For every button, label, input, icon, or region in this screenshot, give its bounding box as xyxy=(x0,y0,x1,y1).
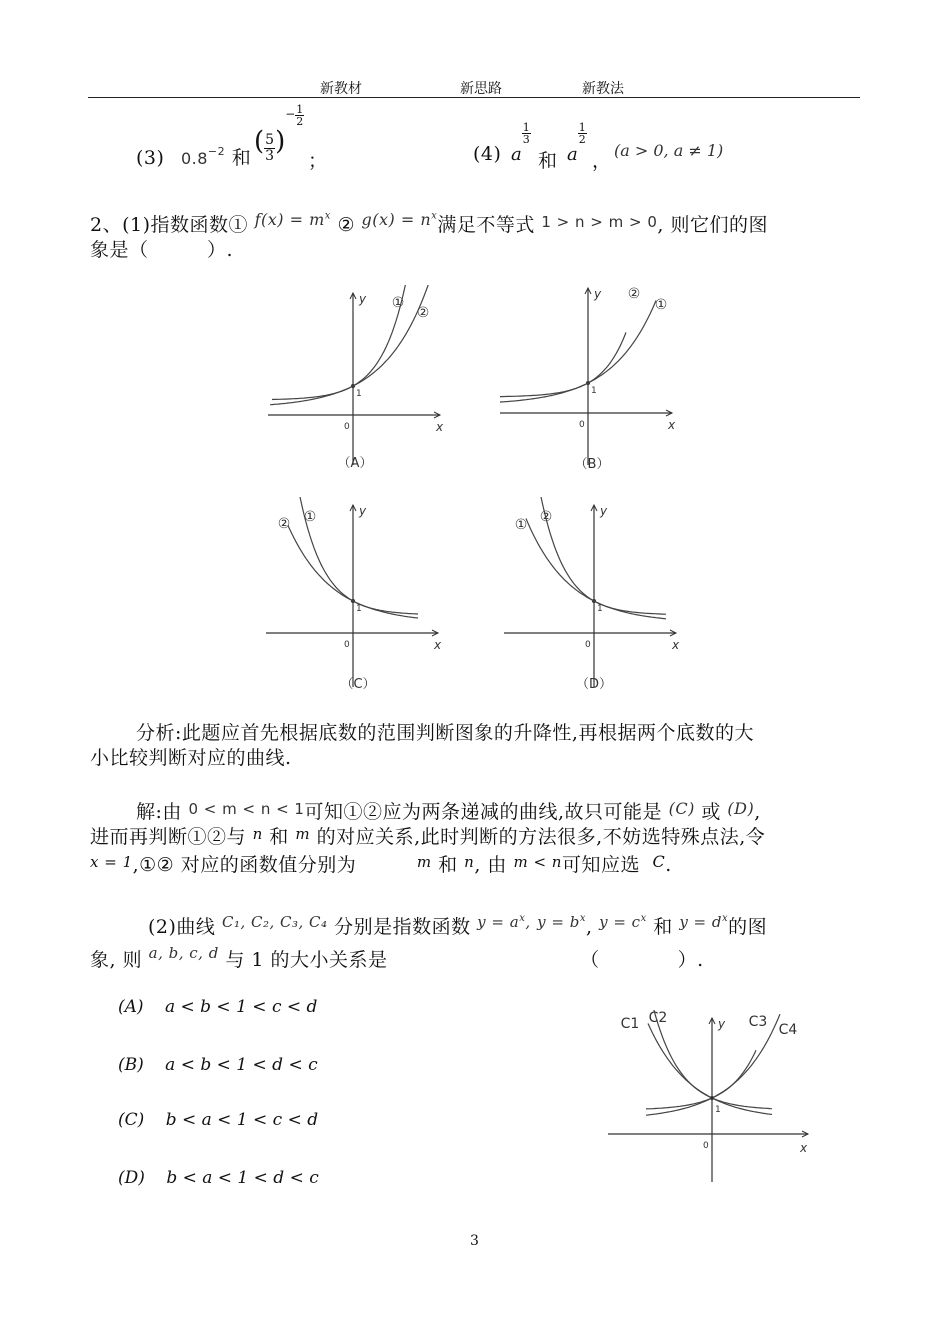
curve-label-1: ① xyxy=(654,297,668,313)
curve-label-2: ② xyxy=(627,286,641,302)
exp1-num: 1 xyxy=(522,121,530,134)
item-3-exp-frac xyxy=(295,104,304,127)
one-label: 1 xyxy=(591,386,597,396)
q2-2-l2-b: 与 1 的大小关系是 xyxy=(225,949,388,971)
sol-l1-end: , xyxy=(754,801,761,823)
q2-1-line-1 xyxy=(90,210,768,237)
curve-2 xyxy=(270,285,430,405)
q2-2-line-1 xyxy=(148,912,767,939)
item-3 xyxy=(136,143,251,175)
graph-C-label: （C） xyxy=(340,677,376,692)
graph-C xyxy=(258,497,458,697)
item-3-label: (3) xyxy=(136,147,165,169)
item-4-base-2: a xyxy=(567,144,578,165)
g-expr-text: g(x) = n xyxy=(361,210,432,229)
sol-l3-n: n xyxy=(464,853,475,871)
option-B[interactable] xyxy=(118,1055,318,1075)
graph-D-label: （D） xyxy=(575,677,613,692)
curve-1 xyxy=(500,301,656,403)
g-expr xyxy=(362,210,438,229)
item-3-frac xyxy=(264,133,275,164)
item-4-and: 和 xyxy=(538,150,558,172)
exp1-den: 3 xyxy=(522,133,530,146)
graph-B xyxy=(492,280,692,475)
origin-label: 0 xyxy=(703,1141,709,1151)
one-label: 1 xyxy=(356,389,362,399)
sol-l3-ineq: m < n xyxy=(513,853,562,871)
f-sup: x xyxy=(324,210,331,222)
analysis-line-1: 分析:此题应首先根据底数的范围判断图象的升降性,再根据两个底数的大 xyxy=(136,722,754,744)
item-3-and: 和 xyxy=(231,147,252,169)
q2-1-text3: , 则它们的图 xyxy=(657,214,768,236)
q2-1-mid: ② xyxy=(337,214,355,236)
option-A-label: (A) xyxy=(118,997,144,1017)
solution-line-1 xyxy=(136,797,761,824)
item-4-sep: ， xyxy=(592,150,612,172)
exp2-num: 1 xyxy=(578,121,586,134)
sol-l3-a: ,①② 对应的函数值分别为 xyxy=(132,854,357,876)
y-axis-label: y xyxy=(600,504,608,518)
x-axis-label: x xyxy=(434,638,442,652)
sol-l3-end: . xyxy=(665,854,672,876)
sol-l1-ineq: 0 < m < n < 1 xyxy=(188,800,305,818)
option-A[interactable] xyxy=(118,997,317,1017)
f1-text: y = a xyxy=(477,913,520,931)
sol-l2-b: 的对应关系,此时判断的方法很多,不妨选特殊点法,令 xyxy=(316,826,766,848)
q2-2-l1-a: (2)曲线 xyxy=(148,916,216,938)
frac-den: 3 xyxy=(265,148,275,164)
curves-figure xyxy=(600,1010,820,1185)
f3-sup: x xyxy=(640,913,647,924)
sol-l3-b: , 由 xyxy=(474,854,507,876)
f-expr xyxy=(255,210,331,229)
exp2-den: 2 xyxy=(578,133,586,146)
sol-l2-a: 进而再判断①②与 xyxy=(90,826,247,848)
one-label: 1 xyxy=(715,1105,721,1115)
header-item-3: 新教法 xyxy=(582,81,624,97)
option-D-label: (D) xyxy=(118,1168,145,1188)
sol-l2-and: 和 xyxy=(269,826,289,848)
f-expr-text: f(x) = m xyxy=(254,210,325,229)
f1-sup: x xyxy=(519,913,526,924)
f2-sup: x xyxy=(579,913,586,924)
solution-line-3 xyxy=(90,850,672,877)
q2-2-l1-c: 的图 xyxy=(728,916,768,938)
q2-2-f1 xyxy=(477,913,525,931)
item-4-power-1 xyxy=(511,121,531,165)
q2-2-and: 和 xyxy=(653,916,673,938)
frac-num: 5 xyxy=(265,132,275,148)
sol-l1-d: (D) xyxy=(727,799,755,818)
q2-2-vars: a, b, c, d xyxy=(148,944,219,962)
graph-B-label: （B） xyxy=(574,457,610,472)
option-A-expr: a < b < 1 < c < d xyxy=(164,997,318,1017)
q2-2-line-2 xyxy=(90,945,704,972)
q2-2-paren: （ ）. xyxy=(580,949,704,971)
graph-A xyxy=(260,285,460,475)
q2-1-prefix: 2、(1)指数函数① xyxy=(90,214,249,236)
curve-C2 xyxy=(648,1024,772,1115)
curve-label-C1: C1 xyxy=(620,1016,640,1032)
item-4-label: (4) xyxy=(473,143,502,165)
curve-label-1: ① xyxy=(303,509,317,525)
neg-sign: − xyxy=(285,107,296,121)
item-3-exp: −2 xyxy=(207,145,226,158)
item-4-exp-2 xyxy=(578,122,587,145)
analysis-line-2: 小比较判断对应的曲线. xyxy=(90,747,292,769)
curve-C3 xyxy=(646,1050,756,1109)
option-C-expr: b < a < 1 < c < d xyxy=(165,1110,319,1130)
item-4-base-1: a xyxy=(511,144,522,165)
exp-frac-den: 2 xyxy=(296,115,304,128)
option-B-label: (B) xyxy=(118,1055,144,1075)
graph-D xyxy=(496,497,696,697)
f4-text: y = d xyxy=(679,913,722,931)
one-label: 1 xyxy=(597,604,603,614)
curve-label-C2: C2 xyxy=(648,1010,668,1026)
y-axis-label: y xyxy=(718,1017,726,1031)
g-sup: x xyxy=(431,210,438,222)
q2-2-f4 xyxy=(679,913,728,931)
q2-1-line-2: 象是（ ）. xyxy=(90,239,234,261)
x-axis-label: x xyxy=(672,638,680,652)
option-C[interactable] xyxy=(118,1110,318,1130)
sol-l3-m: m xyxy=(416,853,432,871)
f3-text: y = c xyxy=(599,913,641,931)
q2-2-f2 xyxy=(537,913,586,931)
curve-1 xyxy=(272,285,410,400)
sol-l1-or: 或 xyxy=(701,801,721,823)
curve-label-1: ① xyxy=(391,295,405,311)
f4-sup: x xyxy=(722,913,729,924)
y-axis-label: y xyxy=(359,504,367,518)
header-item-1: 新教材 xyxy=(320,81,362,97)
origin-label: 0 xyxy=(579,420,585,430)
sol-l3-x: x = 1 xyxy=(90,853,133,871)
q2-2-curves: C₁, C₂, C₃, C₄ xyxy=(221,913,328,931)
q2-2-f3 xyxy=(599,913,647,931)
y-axis-label: y xyxy=(359,292,367,306)
item-4-exp-1 xyxy=(522,122,531,145)
sol-l3-c: 可知应选 xyxy=(561,854,640,876)
curve-label-2: ② xyxy=(539,509,553,525)
x-axis-label: x xyxy=(436,420,444,434)
sol-l3-and: 和 xyxy=(438,854,458,876)
sol-l3-ans: C xyxy=(652,852,666,871)
curve-label-C4: C4 xyxy=(778,1022,798,1038)
x-axis-label: x xyxy=(668,418,676,432)
sol-l2-n: n xyxy=(252,825,263,843)
item-3-end: ； xyxy=(308,150,328,172)
option-B-expr: a < b < 1 < d < c xyxy=(165,1055,318,1075)
curve-2 xyxy=(526,519,666,619)
q2-2-comma-2: , xyxy=(585,916,593,938)
option-D[interactable] xyxy=(118,1168,319,1188)
curve-label-1: ① xyxy=(514,517,528,533)
paren-close: ) xyxy=(275,126,286,157)
q2-1-text2: 满足不等式 xyxy=(437,214,535,236)
x-axis-label: x xyxy=(800,1141,808,1155)
f2-text: y = b xyxy=(537,913,580,931)
option-C-label: (C) xyxy=(118,1110,145,1130)
exp-frac-num: 1 xyxy=(296,103,304,116)
paren-open: ( xyxy=(254,126,265,157)
header-rule xyxy=(88,97,860,98)
q2-1-inequality: 1 > n > m > 0 xyxy=(541,213,658,231)
page-number: 3 xyxy=(470,1233,479,1249)
sol-l1-b: 可知①②应为两条递减的曲线,故只可能是 xyxy=(304,801,663,823)
y-axis-label: y xyxy=(594,287,602,301)
header-item-2: 新思路 xyxy=(460,81,502,97)
sol-l1-a: 解:由 xyxy=(136,801,182,823)
sol-l2-m: m xyxy=(295,825,311,843)
curve-label-C3: C3 xyxy=(748,1014,768,1030)
curve-2 xyxy=(500,332,626,396)
item-3-fraction-power xyxy=(254,103,304,169)
item-3-base: 0.8 xyxy=(180,149,208,168)
q2-2-l2-a: 象, 则 xyxy=(90,949,143,971)
intercept-point xyxy=(710,1096,714,1100)
origin-label: 0 xyxy=(344,422,350,432)
option-D-expr: b < a < 1 < d < c xyxy=(166,1168,319,1188)
item-4-condition: (a > 0, a ≠ 1) xyxy=(614,141,724,160)
curve-label-2: ② xyxy=(416,305,430,321)
origin-label: 0 xyxy=(585,640,591,650)
q2-2-comma-1: , xyxy=(525,913,531,931)
solution-line-2 xyxy=(90,822,765,849)
sol-l1-c: (C) xyxy=(668,799,695,818)
one-label: 1 xyxy=(356,604,362,614)
item-4-power-2 xyxy=(567,121,587,165)
origin-label: 0 xyxy=(344,640,350,650)
curve-label-2: ② xyxy=(277,516,291,532)
graph-A-label: （A） xyxy=(337,456,373,471)
q2-2-l1-b: 分别是指数函数 xyxy=(334,916,471,938)
